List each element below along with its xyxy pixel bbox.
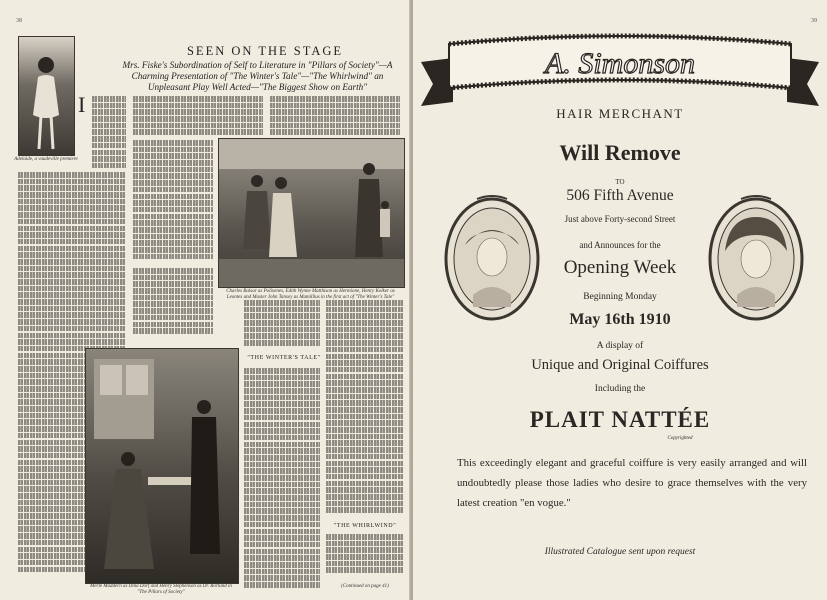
photo-pillars-of-society — [85, 348, 239, 584]
text-column-2-lower — [133, 268, 213, 336]
text-column-4 — [326, 300, 404, 518]
caption-pillars: Merle Maddern as Dina Dorf and Henry Stephenson as Dr. Rorlund in "The Pillars of Society" — [90, 584, 232, 595]
stage-scene-icon — [219, 139, 404, 287]
text-column-3-lower — [244, 368, 320, 590]
drop-cap: I — [78, 92, 86, 117]
copyrighted-note: Copyrighted — [667, 436, 693, 441]
including-text: Including the — [594, 384, 646, 394]
portrait-left-oval — [443, 195, 541, 323]
article-headline: SEEN ON THE STAGE — [186, 44, 344, 58]
opening-week: Opening Week — [563, 257, 677, 278]
display-text: A display of — [596, 341, 644, 351]
will-remove: Will Remove — [559, 140, 681, 165]
beginning-text: Beginning Monday — [583, 292, 657, 302]
caption-adelaide: Adelaide, a vaudeville premiere — [14, 157, 78, 162]
intro-column-narrow — [92, 96, 126, 174]
address-note: Just above Forty-second Street — [564, 214, 676, 224]
text-column-3-mid — [244, 300, 320, 350]
page-number-left: 38 — [16, 18, 22, 24]
text-column-2-top — [133, 96, 263, 136]
page-number-right: 39 — [811, 18, 817, 24]
opening-date: May 16th 1910 — [569, 311, 671, 328]
catalogue-note: Illustrated Catalogue sent upon request — [544, 547, 696, 557]
address: 506 Fifth Avenue — [566, 187, 674, 204]
right-page — [413, 0, 827, 600]
text-column-2-mid — [133, 140, 213, 265]
photo-adelaide — [18, 36, 75, 156]
subhead-winters-tale: "THE WINTER'S TALE" — [247, 355, 321, 361]
brand-name: A. Simonson — [545, 47, 695, 80]
ribbon-banner-icon — [413, 30, 827, 110]
announces-text: and Announces for the — [579, 240, 661, 250]
article-deck: Mrs. Fiske's Subordination of Self to Literature in "Pillars of Society"—A Charming Presentation of "The Winter's Tale"—"The Whirlwind" an Unpleasant Play Well Acted—"The Biggest Show on Earth" — [122, 60, 393, 92]
hair-merchant: HAIR MERCHANT — [556, 106, 684, 121]
text-column-4-lower — [326, 534, 404, 582]
caption-winters-tale: Charles Balsar as Polixenes, Edith Wynne Matthison as Hermione, Henry Kolker as Leontes and Master John Tansey as Mamillius in the first act of "The Winter's Tale" — [226, 289, 395, 300]
portrait-right-oval — [707, 195, 805, 323]
plait-nattee: PLAIT NATTÉE — [529, 407, 711, 432]
text-column-3-top — [270, 96, 400, 136]
coiffure-description: This exceedingly elegant and graceful coiffure is very easily arranged and will undoubtedly please those ladies who desire to grace themselves with the very latest creation "en vogue." — [457, 457, 807, 509]
photo-winters-tale — [218, 138, 405, 288]
interior-scene-icon — [86, 349, 238, 583]
left-page — [0, 0, 411, 600]
to-text: TO — [615, 178, 625, 186]
continued-note: (Continued on page 41) — [341, 584, 389, 589]
unique-coiffures: Unique and Original Coiffures — [531, 357, 709, 373]
subhead-whirlwind: "THE WHIRLWIND" — [333, 523, 397, 529]
dancer-figure-icon — [19, 37, 74, 155]
